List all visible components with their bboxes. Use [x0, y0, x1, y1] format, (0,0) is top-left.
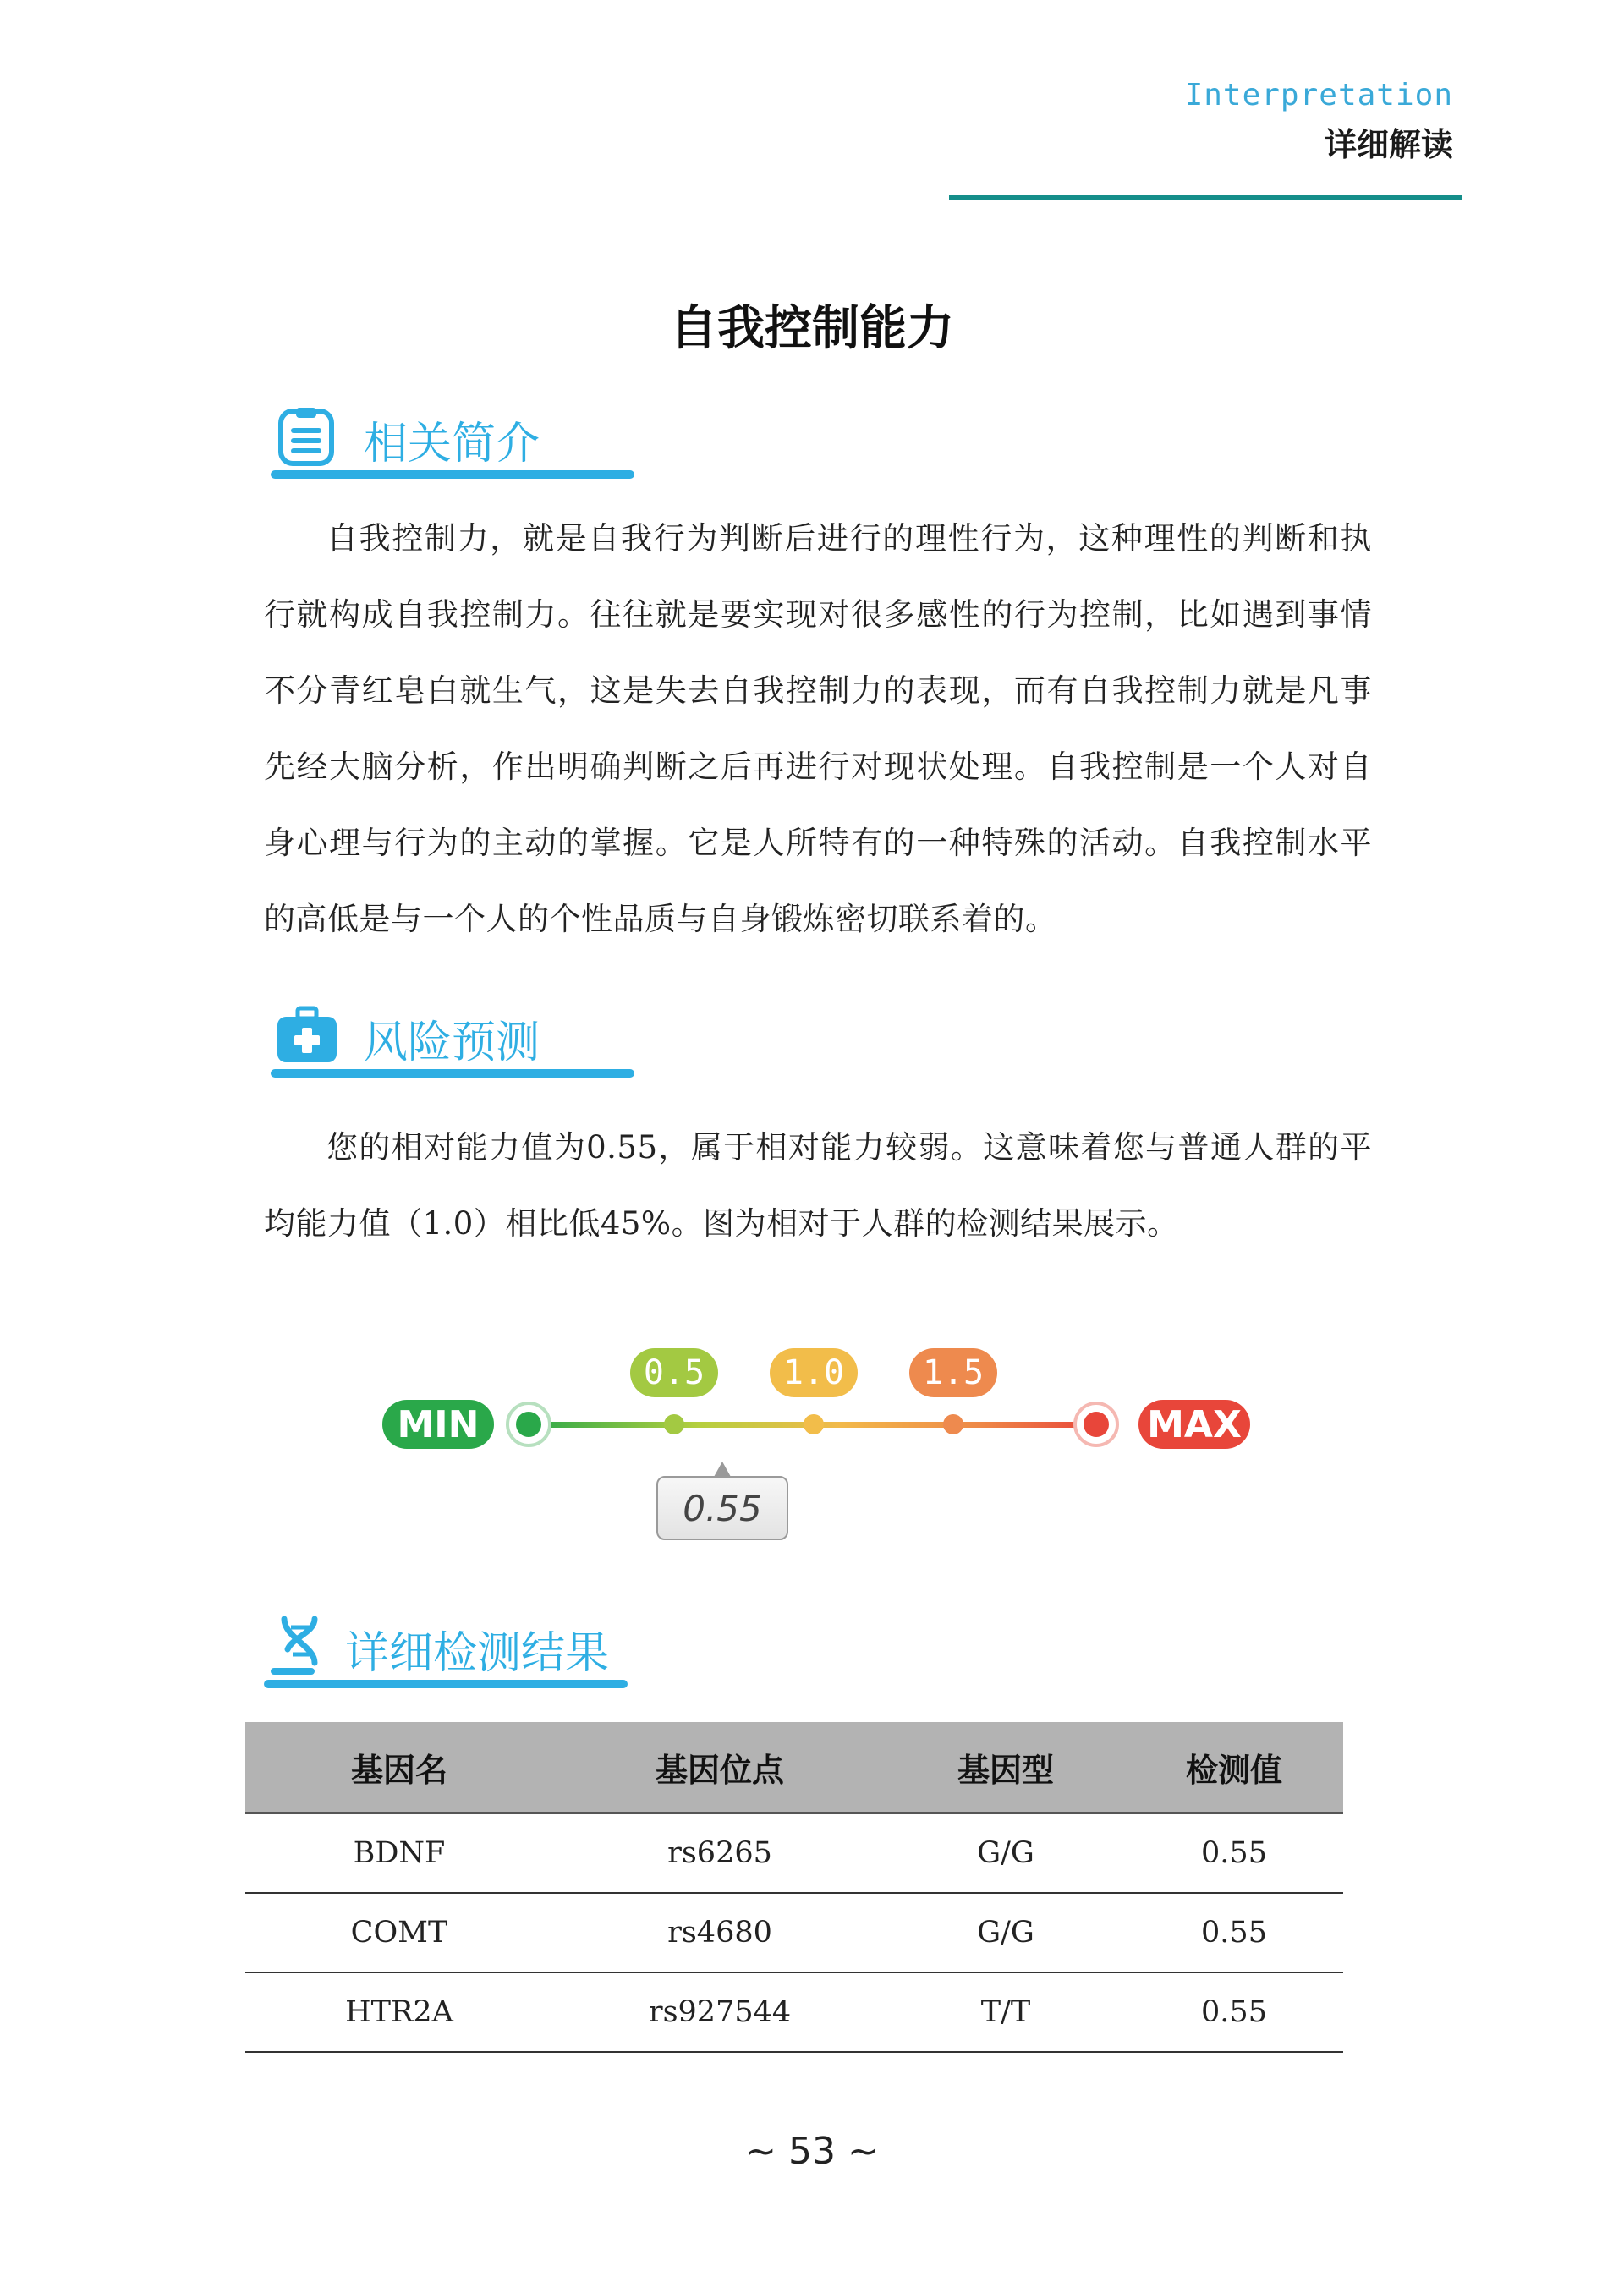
table-cell: rs927544: [553, 1972, 886, 2052]
intro-paragraph: 自我控制力，就是自我行为判断后进行的理性行为，这种理性的判断和执行就构成自我控制力。往往就是要实现对很多感性的行为控制，比如遇到事情不分青红皂白就生气，这是失去自我控制力的表现，而有自我控制力就是凡事先经大脑分析，作出明确判断之后再进行对现状处理。自我控制是一个人对自身心理与行为的主动的掌握。它是人所特有的一种特殊的活动。自我控制水平的高低是与一个人的个性品质与自身锻炼密切联系着的。: [264, 520, 1372, 937]
section-heading-risk: [271, 1001, 634, 1078]
document-icon: [276, 406, 338, 469]
table-row: [245, 1972, 1343, 2052]
table-row: [245, 1893, 1343, 1972]
gauge-tick-label: 0.5: [630, 1348, 718, 1397]
table-cell: HTR2A: [245, 1972, 553, 2052]
section-heading-label: 详细检测结果: [345, 1628, 610, 1679]
header-english-label: Interpretation: [1184, 78, 1453, 112]
gauge-tick-dot-05: [664, 1414, 684, 1434]
gauge-tick-label: 1.5: [909, 1348, 997, 1397]
section-heading-details: [264, 1612, 628, 1688]
table-cell: COMT: [245, 1893, 553, 1972]
dna-icon: [269, 1616, 332, 1678]
section-heading-label: 风险预测: [364, 1018, 540, 1068]
column-header: 基因名: [245, 1722, 553, 1813]
header-chinese-label: 详细解读: [1324, 126, 1453, 163]
table-header-row: [245, 1722, 1343, 1813]
section-underline: [264, 1680, 628, 1688]
table-cell: G/G: [886, 1893, 1125, 1972]
section-heading-intro: [271, 403, 634, 479]
gauge-min-label: MIN: [382, 1400, 494, 1449]
table-cell: rs6265: [553, 1813, 886, 1894]
gauge-max-dot: [1084, 1412, 1109, 1437]
value-callout-pointer: [714, 1462, 731, 1477]
risk-paragraph: 您的相对能力值为0.55，属于相对能力较弱。这意味着您与普通人群的平均能力值（1.0）相比低45%。图为相对于人群的检测结果展示。: [264, 1129, 1372, 1242]
table-row: [245, 1813, 1343, 1894]
table-cell: T/T: [886, 1972, 1125, 2052]
medical-kit-icon: [276, 1005, 338, 1067]
column-header: 基因型: [886, 1722, 1125, 1813]
table-cell: 0.55: [1125, 1813, 1343, 1894]
page-number: ~ 53 ~: [745, 2130, 879, 2173]
table-cell: G/G: [886, 1813, 1125, 1894]
gene-results-table: [245, 1722, 1343, 2053]
page-title: 自我控制能力: [670, 301, 954, 356]
gauge-tick-dot-15: [943, 1414, 963, 1434]
gauge-min-dot: [516, 1412, 541, 1437]
ability-gauge: [372, 1336, 1269, 1556]
column-header: 基因位点: [553, 1722, 886, 1813]
table-cell: rs4680: [553, 1893, 886, 1972]
gauge-tick-dot-10: [804, 1414, 824, 1434]
section-underline: [271, 470, 634, 479]
section-underline: [271, 1069, 634, 1078]
header-rule: [949, 195, 1462, 200]
section-heading-label: 相关简介: [364, 419, 540, 469]
table-cell: 0.55: [1125, 1972, 1343, 2052]
column-header: 检测值: [1125, 1722, 1343, 1813]
table-cell: BDNF: [245, 1813, 553, 1894]
value-callout: 0.55: [656, 1476, 788, 1540]
gauge-tick-label: 1.0: [770, 1348, 858, 1397]
table-cell: 0.55: [1125, 1893, 1343, 1972]
gauge-max-label: MAX: [1138, 1400, 1250, 1449]
